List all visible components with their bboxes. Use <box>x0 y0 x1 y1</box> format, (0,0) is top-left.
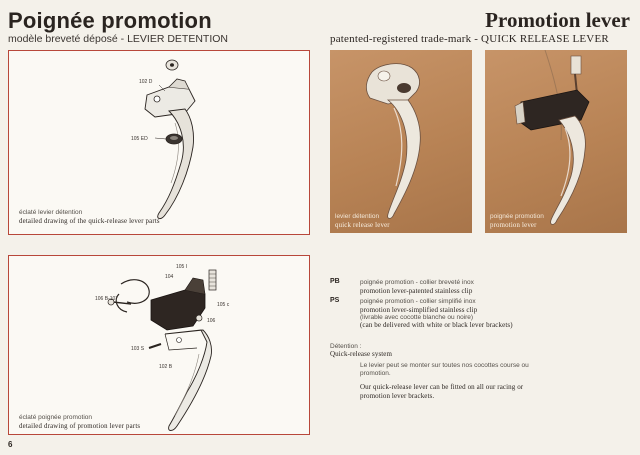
blade-pivot-hole <box>177 338 182 343</box>
model-ps-fr: poignée promotion - collier simplifié inox <box>360 298 476 305</box>
label-106b-107: 106 B-107 <box>95 296 119 302</box>
adjuster-screw <box>209 270 216 290</box>
quick-release-lever-photo <box>330 50 472 233</box>
photo1-bracket <box>366 64 419 104</box>
quick-release-lever-drawing <box>9 51 309 234</box>
label-104: 104 <box>165 274 174 280</box>
model-ps-en: promotion lever-simplified stainless clip <box>360 306 478 314</box>
label-102d: 102 D <box>139 79 153 85</box>
pivot-pin <box>149 344 161 348</box>
model-code-pb: PB <box>330 278 340 285</box>
model-ps-fr-note: (livrable avec cocotte blanche ou noire) <box>360 314 474 321</box>
bracket-black <box>151 290 205 330</box>
cap-hole <box>170 63 174 67</box>
label-106: 106 <box>207 318 216 324</box>
label-102b: 102 B <box>159 364 173 370</box>
photo1-bracket-hole <box>378 71 390 81</box>
label-105i: 105 I <box>176 264 188 270</box>
panel2-caption-fr: éclaté poignée promotion <box>19 414 92 421</box>
label-103s: 103 S <box>131 346 145 352</box>
page-title-en: Promotion lever <box>485 8 630 32</box>
photo1-shine <box>394 108 402 186</box>
detention-text-fr: Le levier peut se monter sur toutes nos cocottes course ou promotion. <box>360 362 529 377</box>
promotion-lever-drawing-panel <box>8 255 310 435</box>
photo2-caption-en: promotion lever <box>490 222 537 229</box>
photo1-caption-fr: levier détention <box>335 213 380 220</box>
photo2-clip <box>515 102 525 124</box>
photo2-caption-fr: poignée promotion <box>490 213 544 220</box>
promotion-lever-photo <box>485 50 627 233</box>
photo1-caption-en: quick release lever <box>335 222 390 229</box>
knob-highlight <box>170 136 178 140</box>
small-nut <box>196 315 202 321</box>
clip-band <box>121 280 149 304</box>
detention-heading-en: Quick-release system <box>330 350 393 358</box>
page-number: 6 <box>8 440 13 449</box>
photo1-knob <box>397 83 411 93</box>
label-105c: 105 c <box>217 302 230 308</box>
detention-heading-fr: Détention : <box>330 343 362 350</box>
quick-release-lever-image <box>330 50 472 233</box>
panel1-caption-en: detailed drawing of the quick-release lever parts <box>19 218 160 225</box>
model-ps-en-note: (can be delivered with white or black lever brackets) <box>360 321 513 329</box>
panel2-caption-en: detailed drawing of promotion lever parts <box>19 423 141 430</box>
model-code-ps: PS <box>330 297 340 304</box>
page-subtitle-en: patented-registered trade-mark - QUICK RELEASE LEVER <box>330 33 609 45</box>
detention-text-en: Our quick-release lever can be fitted on all our racing or promotion lever brackets. <box>360 383 524 400</box>
model-pb-fr: poignée promotion - collier breveté inox <box>360 279 474 286</box>
page-subtitle-fr: modèle breveté déposé - LEVIER DETENTION <box>8 33 229 45</box>
promotion-lever-image <box>485 50 627 233</box>
panel1-caption-fr: éclaté levier détention <box>19 209 83 216</box>
photo2-adjuster <box>571 56 581 74</box>
leader-105ed <box>155 138 166 139</box>
promotion-blade <box>165 330 212 431</box>
model-pb-en: promotion lever-patented stainless clip <box>360 287 473 295</box>
blade-flange <box>165 334 197 350</box>
page-title-fr: Poignée promotion <box>8 8 212 33</box>
bracket-hole <box>154 96 160 102</box>
label-105ed: 105 ED <box>131 136 148 142</box>
quick-release-drawing-panel <box>8 50 310 235</box>
promotion-lever-drawing <box>9 256 309 434</box>
photo1-blade <box>388 100 421 219</box>
